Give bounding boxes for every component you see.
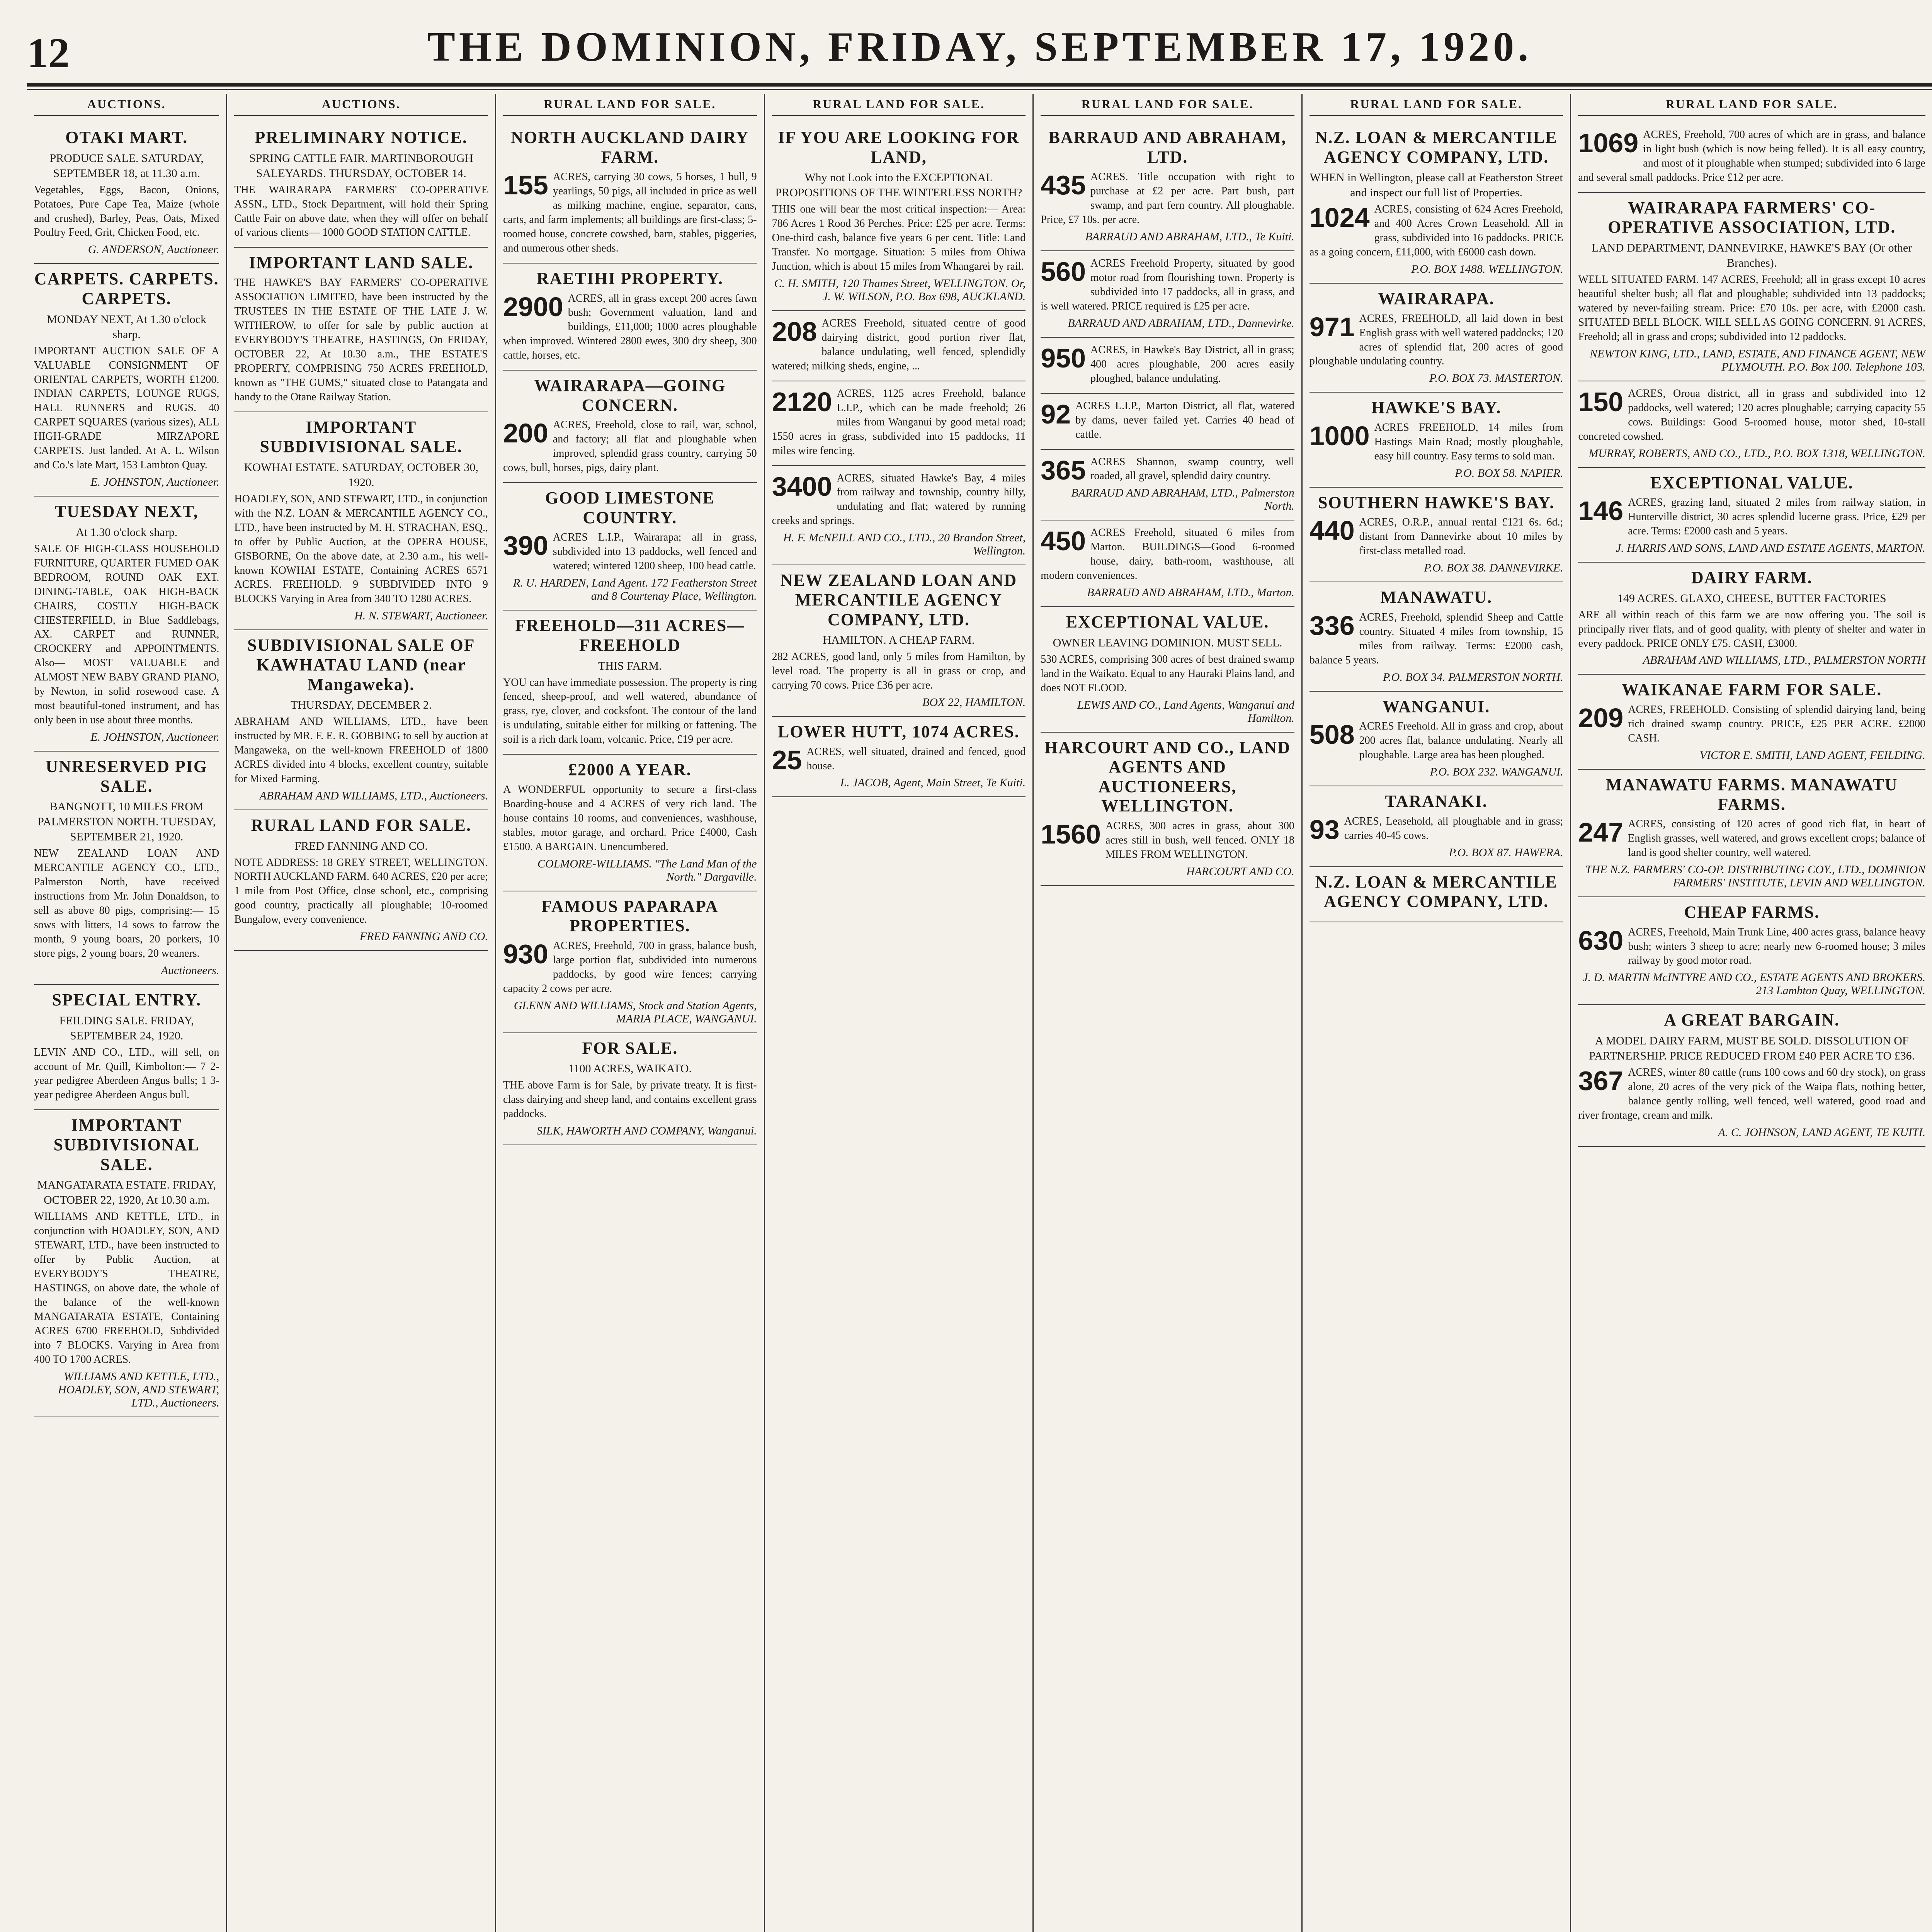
acreage-figure: 2900 [503, 291, 563, 322]
advertisement [772, 466, 1026, 566]
ad-subheading: BANGNOTT, 10 MILES FROM PALMERSTON NORTH. TUESDAY, SEPTEMBER 21, 1920. [37, 800, 216, 844]
ad-heading: WAIRARAPA—GOING CONCERN. [534, 376, 726, 415]
ad-heading: PRELIMINARY NOTICE. [255, 128, 468, 147]
ad-heading: EXCEPTIONAL VALUE. [1650, 473, 1854, 492]
acreage-figure: 1024 [1309, 202, 1370, 233]
acreage-figure: 336 [1309, 610, 1355, 641]
ad-signature: NEWTON KING, LTD., LAND, ESTATE, AND FINANCE AGENT, NEW PLYMOUTH. P.O. Box 100. Telephone 103. [1590, 347, 1925, 373]
ad-heading: LOWER HUTT, 1074 ACRES. [777, 722, 1020, 741]
acreage-figure: 208 [772, 316, 817, 347]
advertisement [1578, 381, 1925, 468]
ad-signature: L. JACOB, Agent, Main Street, Te Kuiti. [840, 776, 1026, 789]
ad-body [1041, 170, 1294, 227]
acreage-figure: 1000 [1309, 421, 1370, 451]
advertisement [34, 122, 219, 264]
ad-text: ARE all within reach of this farm we are now offering you. The soil is principally river flats, and of good quality, with plenty of shelter and water in every paddock. PRICE ONLY £75. CASH, £3000. [1578, 609, 1925, 650]
ad-heading: BARRAUD AND ABRAHAM, LTD. [1048, 128, 1287, 167]
ad-body [1310, 611, 1563, 668]
ad-signature: P.O. BOX 38. DANNEVIRKE. [1424, 561, 1563, 575]
ad-signature: GLENN AND WILLIAMS, Stock and Station Agents, MARIA PLACE, WANGANUI. [514, 999, 757, 1025]
acreage-figure: 247 [1578, 817, 1624, 848]
advertisement [1578, 897, 1925, 1005]
ad-body [34, 183, 219, 240]
ad-subheading: OWNER LEAVING DOMINION. MUST SELL. [1053, 636, 1282, 649]
acreage-figure: 365 [1041, 455, 1086, 485]
advertisement [772, 565, 1026, 717]
ad-heading: MANAWATU FARMS. MANAWATU FARMS. [1605, 775, 1898, 814]
ad-body [1578, 128, 1925, 185]
ad-text: ACRES, O.R.P., annual rental £121 6s. 6d.; distant from Dannevirke about 10 miles by first-class metalled road. [1359, 516, 1563, 557]
acreage-figure: 93 [1309, 814, 1340, 845]
ad-subheading: MANGATARATA ESTATE. FRIDAY, OCTOBER 22, 1920, At 10.30 a.m. [37, 1179, 216, 1207]
ad-text: ACRES, 1125 acres Freehold, balance L.I.P., which can be made freehold; 26 miles from Wanganui by good metal road; 1550 acres in grass, subdivided into 15 paddocks, 11 miles wire fencing. [772, 387, 1026, 457]
ad-body [1578, 703, 1925, 746]
ad-signature: BARRAUD AND ABRAHAM, LTD., Te Kuiti. [1085, 230, 1294, 243]
acreage-figure: 1560 [1041, 819, 1101, 850]
ad-heading: FOR SALE. [582, 1038, 678, 1058]
ad-signature: BARRAUD AND ABRAHAM, LTD., Marton. [1087, 586, 1294, 599]
ad-heading: DAIRY FARM. [1691, 568, 1813, 587]
advertisement [1310, 867, 1563, 922]
ad-signature: H. N. STEWART, Auctioneer. [354, 609, 488, 622]
ad-text: SALE OF HIGH-CLASS HOUSEHOLD FURNITURE, QUARTER FUMED OAK BEDROOM, ROUND OAK EXT. DINING-TABLE, OAK HIGH-BACK CHAIRS, COSTLY HIGH-BACK CHESTERFIELD, in Blue Saddlebags, AX. CARPET and RUNNER, CROCKERY and APPOINTMENTS. Also— MOST VALUABLE and ALMOST NEW BABY GRAND PIANO, by Newton, in solid rosewood case. A most beautiful-toned instrument, and has only been in use about three months. [34, 543, 219, 726]
ad-heading: OTAKI MART. [65, 128, 188, 147]
ad-signature: COLMORE-WILLIAMS. "The Land Man of the North." Dargaville. [537, 857, 757, 883]
ad-subheading: THURSDAY, DECEMBER 2. [291, 699, 432, 712]
ad-subheading: At 1.30 o'clock sharp. [76, 526, 178, 539]
ad-body [503, 292, 757, 363]
column-container [27, 94, 1932, 1932]
ad-heading: SUBDIVISIONAL SALE OF KAWHATAU LAND (near Mangaweka). [247, 636, 475, 694]
advertisement [503, 122, 757, 264]
ad-signature: BARRAUD AND ABRAHAM, LTD., Palmerston North. [1071, 486, 1294, 513]
ad-text: ACRES, Freehold, splendid Sheep and Cattle country. Situated 4 miles from township, 15 miles from railway. Terms: £2000 cash, balance 5 years. [1309, 611, 1563, 666]
ad-subheading: PRODUCE SALE. SATURDAY, SEPTEMBER 18, at 11.30 a.m. [49, 151, 204, 180]
ad-signature: P.O. BOX 73. MASTERTON. [1429, 372, 1563, 385]
ad-subheading: SPRING CATTLE FAIR. MARTINBOROUGH SALEYARDS. THURSDAY, OCTOBER 14. [249, 151, 473, 180]
advertisement [1578, 675, 1925, 769]
ad-heading: EXCEPTIONAL VALUE. [1066, 612, 1269, 632]
ad-signature: P.O. BOX 232. WANGANUI. [1430, 765, 1563, 779]
ad-body [234, 856, 488, 927]
masthead [27, 23, 1932, 81]
acreage-figure: 450 [1041, 526, 1086, 556]
ad-body [1578, 496, 1925, 539]
ad-body [503, 676, 757, 747]
ad-body [1310, 719, 1563, 762]
advertisement [34, 1110, 219, 1417]
ad-heading: MANAWATU. [1380, 588, 1492, 607]
ad-text: THIS one will bear the most critical inspection:— Area: 786 Acres 1 Rood 36 Perches. Price: £25 per acre. Terms: One-third cash, balance five years 6 per cent. Title: Land Transfer. No mortgage. Situation: 5 miles from Ohiwa Junction, which is about 15 miles from Whangarei by rail. [772, 203, 1026, 272]
ad-subheading: 1100 ACRES, WAIKATO. [568, 1062, 692, 1075]
acreage-figure: 3400 [772, 471, 832, 502]
ad-text: 530 ACRES, comprising 300 acres of best drained swamp land in the Waikato. Equal to any Hauraki Plains land, and does NOT FLOOD. [1041, 653, 1294, 694]
ad-body [503, 783, 757, 854]
ad-signature: E. JOHNSTON, Auctioneer. [90, 731, 219, 744]
ad-text: ACRES Freehold. All in grass and crop, about 200 acres flat, balance undulating. Nearly all ploughable. Large area has been ploughed. [1359, 720, 1563, 761]
newspaper-title: THE DOMINION, FRIDAY, SEPTEMBER 17, 1920. [427, 24, 1532, 70]
ad-text: ACRES Shannon, swamp country, well roaded, all gravel, splendid dairy country. [1090, 456, 1294, 482]
ad-body [1578, 387, 1925, 444]
advertisement [1041, 733, 1294, 886]
ad-body [34, 1046, 219, 1103]
ad-text: ACRES, Freehold, 700 in grass, balance bush, large portion flat, subdivided into numerous paddocks, by good wire fences; carrying capacity 2 cows per acre. [503, 939, 757, 995]
ad-subheading: WHEN in Wellington, please call at Featherston Street and inspect our full list of Properties. [1310, 171, 1563, 199]
column-7 [1571, 94, 1932, 1932]
ad-heading: GOOD LIMESTONE COUNTRY. [545, 488, 715, 527]
ad-text: ACRES Freehold Property, situated by good motor road from flourishing town. Property is subdivided into 17 paddocks, all in grass, and is well watered. PRICE required is £25 per acre. [1041, 257, 1294, 312]
ad-subheading: MONDAY NEXT, At 1.30 o'clock sharp. [47, 313, 206, 341]
ad-body [1041, 399, 1294, 442]
ad-signature: HARCOURT AND CO. [1186, 865, 1294, 878]
ad-body [772, 316, 1026, 374]
ad-subheading: THIS FARM. [598, 659, 662, 672]
ad-body [503, 1078, 757, 1121]
ad-heading: TUESDAY NEXT, [54, 502, 199, 521]
ad-signature: ABRAHAM AND WILLIAMS, LTD., Auctioneers. [259, 789, 488, 802]
ad-text: 282 ACRES, good land, only 5 miles from Hamilton, by level road. The property is all in grass or crop, and carrying 70 cows. Price £36 per acre. [772, 651, 1026, 692]
ad-heading: HARCOURT AND CO., LAND AGENTS AND AUCTIONEERS, WELLINGTON. [1044, 738, 1291, 816]
acreage-figure: 390 [503, 531, 548, 561]
ad-heading: NORTH AUCKLAND DAIRY FARM. [511, 128, 749, 167]
advertisement [1310, 786, 1563, 867]
ad-text: ACRES. Title occupation with right to purchase at £2 per acre. Part bush, part swamp, and part fern country. All ploughable. Price, £7 10s. per acre. [1041, 171, 1294, 226]
ad-body [1310, 202, 1563, 260]
ad-heading: IMPORTANT SUBDIVISIONAL SALE. [53, 1116, 200, 1174]
advertisement [1578, 563, 1925, 675]
ad-signature: WILLIAMS AND KETTLE, LTD., HOADLEY, SON, AND STEWART, LTD., Auctioneers. [58, 1370, 219, 1409]
ad-signature: E. JOHNSTON, Auctioneer. [90, 476, 219, 489]
ad-text: ACRES L.I.P., Wairarapa; all in grass, subdivided into 13 paddocks, well fenced and watered; wintered 1200 sheep, 100 head cattle. [553, 531, 757, 572]
acreage-figure: 560 [1041, 257, 1086, 287]
ad-subheading: FRED FANNING AND CO. [294, 839, 428, 852]
ad-body [34, 847, 219, 961]
column-6 [1303, 94, 1571, 1932]
ad-signature: P.O. BOX 58. NAPIER. [1455, 466, 1563, 480]
ad-signature: P.O. BOX 1488. WELLINGTON. [1411, 263, 1563, 276]
ad-body [1578, 925, 1925, 968]
column-heading: RURAL LAND FOR SALE. [1041, 94, 1294, 116]
ad-signature: MURRAY, ROBERTS, AND CO., LTD., P.O. BOX 1318, WELLINGTON. [1588, 447, 1925, 460]
page-number: 12 [27, 29, 70, 77]
acreage-figure: 200 [503, 418, 548, 449]
advertisement [1310, 488, 1563, 582]
ad-text: ACRES, Freehold, Main Trunk Line, 400 acres grass, balance heavy bush; winters 3 sheep to acre; nearly new 6-roomed house; 3 miles railway by good motor road. [1628, 926, 1925, 967]
column-heading: RURAL LAND FOR SALE. [772, 94, 1026, 116]
advertisement [234, 630, 488, 810]
advertisement [1310, 393, 1563, 487]
acreage-figure: 25 [772, 745, 802, 775]
advertisement [234, 810, 488, 951]
ad-subheading: LAND DEPARTMENT, DANNEVIRKE, HAWKE'S BAY (Or other Branches). [1592, 242, 1912, 269]
ad-text: NEW ZEALAND LOAN AND MERCANTILE AGENCY CO., LTD., Palmerston North, have received instructions from Mr. John Donaldson, to sell as above 80 pigs, comprising:— 15 sows with litters, 14 sows to farrow the month, 9 young boars, 20 porkers, 10 store pigs, 2 young boars, 20 weaners. [34, 847, 219, 960]
ad-heading: WAIRARAPA FARMERS' CO-OPERATIVE ASSOCIATION, LTD. [1608, 198, 1896, 237]
ad-body [503, 418, 757, 475]
advertisement [1578, 122, 1925, 193]
column-heading: AUCTIONS. [234, 94, 488, 116]
ad-signature: G. ANDERSON, Auctioneer. [88, 243, 219, 256]
ad-signature: J. D. MARTIN McINTYRE AND CO., ESTATE AGENTS AND BROKERS. 213 Lambton Quay, WELLINGTON. [1583, 971, 1925, 997]
ad-text: ACRES, Freehold, close to rail, war, school, and factory; all flat and ploughable when improved, splendid grass country, carrying 50 cows, bull, horses, pigs, dairy plant. [503, 419, 757, 474]
advertisement [34, 752, 219, 985]
ad-body [1310, 421, 1563, 464]
advertisement [772, 311, 1026, 381]
ad-text: THE WAIRARAPA FARMERS' CO-OPERATIVE ASSN., LTD., Stock Department, will hold their Spring Cattle Fair on above date, when they will offer on behalf of various clients— 1000 GOOD STATION CATTLE. [234, 184, 488, 239]
ad-heading: RURAL LAND FOR SALE. [251, 815, 471, 835]
ad-body [772, 650, 1026, 693]
acreage-figure: 440 [1309, 515, 1355, 546]
acreage-figure: 92 [1041, 399, 1071, 429]
advertisement [1041, 251, 1294, 338]
advertisement [34, 497, 219, 752]
ad-body [1041, 455, 1294, 484]
masthead-rule-thin [27, 89, 1932, 90]
ad-subheading: A MODEL DAIRY FARM, MUST BE SOLD. DISSOLUTION OF PARTNERSHIP. PRICE REDUCED FROM £40 PER ACRE TO £36. [1589, 1034, 1915, 1063]
ad-subheading: Why not Look into the EXCEPTIONAL PROPOSITIONS OF THE WINTERLESS NORTH? [775, 171, 1022, 199]
ad-text: Vegetables, Eggs, Bacon, Onions, Potatoes, Pure Cape Tea, Maize (whole and crushed), Barley, Peas, Oats, Mixed Poultry Feed, Grit, Chicken Food, etc. [34, 184, 219, 239]
ad-signature: BOX 22, HAMILTON. [922, 696, 1026, 709]
advertisement [1041, 122, 1294, 251]
ad-body [772, 387, 1026, 458]
ad-heading: CHEAP FARMS. [1684, 902, 1820, 922]
ad-text: ACRES Freehold, situated 6 miles from Marton. BUILDINGS—Good 6-roomed house, dairy, bath-room, washhouse, all modern conveniences. [1041, 527, 1294, 582]
ad-body [1041, 257, 1294, 314]
ad-text: ACRES, situated Hawke's Bay, 4 miles from railway and township, country hilly, undulating and flat; watered by running creeks and springs. [772, 472, 1026, 527]
acreage-figure: 435 [1041, 170, 1086, 201]
ad-text: ACRES Freehold, situated centre of good dairying district, good portion river flat, balance undulating, well fenced, splendidly watered; milking sheds, engine, ... [772, 317, 1026, 372]
ad-signature: THE N.Z. FARMERS' CO-OP. DISTRIBUTING COY., LTD., DOMINION FARMERS' INSTITUTE, LEVIN AND WELLINGTON. [1585, 863, 1925, 889]
ad-text: WELL SITUATED FARM. 147 ACRES, Freehold; all in grass except 10 acres beautiful shelter bush; all flat and ploughable; subdivided into 13 paddocks; watered by never-failing stream. Price: £70 10s. per acre, with £2000 cash. SITUATED BELL BLOCK. WILL SELL AS GOING CONCERN. 91 ACRES, Freehold; all in grass and crops; subdivided into 12 paddocks. [1578, 274, 1925, 343]
ad-heading: N.Z. LOAN & MERCANTILE AGENCY COMPANY, LTD. [1315, 128, 1558, 167]
ad-text: HOADLEY, SON, AND STEWART, LTD., in conjunction with the N.Z. LOAN & MERCANTILE AGENCY CO., LTD., have been instructed by M. H. STRACHAN, ESQ., to offer by Public Auction, at the OPERA HOUSE, GISBORNE, On the above date, at 2.30 a.m., his well-known KOWHAI ESTATE, Containing ACRES 6571 ACRES. FREEHOLD. 9 SUBDIVIDED INTO 9 BLOCKS Varying in Area from 340 TO 1280 ACRES. [234, 493, 488, 605]
ad-text: ABRAHAM AND WILLIAMS, LTD., have been instructed by MR. F. E. R. GOBBING to sell by auction at Mangaweka, on the well-known FREEHOLD of 1800 ACRES divided into 4 blocks, excellent country, suitable for Mixed Farming. [234, 716, 488, 785]
ad-body [1041, 653, 1294, 696]
advertisement [1310, 692, 1563, 786]
ad-text: THE HAWKE'S BAY FARMERS' CO-OPERATIVE ASSOCIATION LIMITED, have been instructed by the TRUSTEES IN THE ESTATE OF THE LATE J. W. WITHEROW, to offer for sale by public auction at EVERYBODY'S THEATRE, HASTINGS, On FRIDAY, OCTOBER 22, At 10.30 a.m., THE ESTATE'S PROPERTY, COMPRISING 750 ACRES FREEHOLD, known as "THE GUMS," situated close to Patangata and handy to the Otane Railway Station. [234, 277, 488, 403]
ad-body [1578, 273, 1925, 344]
ad-text: ACRES, Oroua district, all in grass and subdivided into 12 paddocks, well watered; 120 acres ploughable; carrying capacity 55 cows. Buildings: Good 5-roomed house, motor shed, 10-stall concreted cowshed. [1578, 387, 1925, 442]
ad-body [1310, 312, 1563, 369]
column-heading: AUCTIONS. [34, 94, 219, 116]
ad-heading: UNRESERVED PIG SALE. [46, 757, 208, 796]
advertisement [234, 412, 488, 631]
column-1 [27, 94, 227, 1932]
ad-text: ACRES, in Hawke's Bay District, all in grass; 400 acres ploughable, 200 acres easily ploughed, balance undulating. [1090, 344, 1294, 384]
ad-signature: J. HARRIS AND SONS, LAND AND ESTATE AGENTS, MARTON. [1616, 542, 1925, 555]
ad-heading: IMPORTANT LAND SALE. [249, 253, 474, 272]
advertisement [1041, 607, 1294, 732]
ad-text: ACRES, well situated, drained and fenced, good house. [806, 745, 1026, 772]
advertisement [503, 611, 757, 755]
ad-body [234, 276, 488, 405]
advertisement [503, 1033, 757, 1145]
ad-body [503, 531, 757, 573]
ad-text: ACRES, carrying 30 cows, 5 horses, 1 bull, 9 yearlings, 50 pigs, all included in price as well as milking machine, engine, separator, cans, carts, and farm implements; all buildings are first-class; 5-roomed house, concrete cowshed, barn, stables, piggeries, and numerous other sheds. [503, 171, 757, 254]
ad-body [1578, 817, 1925, 860]
ad-heading: WANGANUI. [1382, 697, 1490, 716]
ad-subheading: KOWHAI ESTATE. SATURDAY, OCTOBER 30, 1920. [244, 461, 478, 489]
ad-text: ACRES, all in grass except 200 acres fawn bush; Government valuation, land and buildings, £11,000; 1000 acres ploughable when improved. Wintered 2800 ewes, 300 dry sheep, 300 cattle, horses, etc. [503, 292, 757, 362]
advertisement [1041, 450, 1294, 521]
acreage-figure: 146 [1578, 496, 1624, 526]
ad-heading: SOUTHERN HAWKE'S BAY. [1318, 493, 1555, 512]
column-heading: RURAL LAND FOR SALE. [1578, 94, 1925, 116]
ad-heading: FAMOUS PAPARAPA PROPERTIES. [541, 896, 719, 935]
acreage-figure: 950 [1041, 343, 1086, 373]
acreage-figure: 209 [1578, 703, 1624, 733]
ad-text: IMPORTANT AUCTION SALE OF A VALUABLE CONSIGNMENT OF ORIENTAL CARPETS, WORTH £1200. INDIAN CARPETS, LOUNGE RUGS, HALL RUNNERS and RUGS. 40 CARPET SQUARES (various sizes), ALL HIGH-GRADE MIRZAPORE CARPETS. Just landed. At A. L. Wilson and Co.'s late Mart, 153 Lambton Quay. [34, 345, 219, 471]
column-2 [227, 94, 496, 1932]
ad-body [503, 939, 757, 996]
column-4 [765, 94, 1034, 1932]
ad-text: ACRES, winter 80 cattle (runs 100 cows and 60 dry stock), on grass alone, 20 acres of the very pick of the Waipa flats, nothing better, balance gently rolling, well fenced, well watered, good road and river frontage, cream and milk. [1578, 1066, 1925, 1121]
ad-signature: P.O. BOX 87. HAWERA. [1449, 846, 1563, 859]
ad-body [1041, 526, 1294, 583]
ad-heading: N.Z. LOAN & MERCANTILE AGENCY COMPANY, LTD. [1315, 872, 1558, 911]
column-heading: RURAL LAND FOR SALE. [1310, 94, 1563, 116]
ad-subheading: HAMILTON. A CHEAP FARM. [823, 634, 975, 647]
ad-signature: A. C. JOHNSON, LAND AGENT, TE KUITI. [1718, 1126, 1925, 1139]
ad-heading: TARANAKI. [1385, 792, 1488, 811]
ad-subheading: 149 ACRES. GLAXO, CHEESE, BUTTER FACTORIES [1617, 592, 1886, 605]
ad-text: ACRES, grazing land, situated 2 miles from railway station, in Hunterville district, 30 acres splendid lucerne grass. Price, £29 per acre. Terms: £2000 cash and 5 years. [1628, 497, 1925, 537]
ad-subheading: FEILDING SALE. FRIDAY, SEPTEMBER 24, 1920. [59, 1014, 194, 1042]
advertisement [503, 371, 757, 483]
acreage-figure: 971 [1309, 311, 1355, 342]
ad-heading: HAWKE'S BAY. [1371, 398, 1502, 417]
acreage-figure: 150 [1578, 386, 1624, 417]
ad-text: ACRES, FREEHOLD, all laid down in best English grass with well watered paddocks; 120 acres of splendid flat, 200 acres of good ploughable undulating country. [1309, 312, 1563, 367]
ad-text: NOTE ADDRESS: 18 GREY STREET, WELLINGTON. NORTH AUCKLAND FARM. 640 ACRES, £20 per acre; 1 mile from Post Office, close school, etc., comprising good country, practically all ploughable; 10-roomed Bungalow, every convenience. [234, 856, 488, 926]
advertisement [34, 264, 219, 497]
ad-signature: C. H. SMITH, 120 Thames Street, WELLINGTON. Or, J. W. WILSON, P.O. Box 698, AUCKLAND. [774, 277, 1026, 303]
ad-body [34, 542, 219, 728]
acreage-figure: 155 [503, 170, 548, 201]
advertisement [234, 122, 488, 248]
advertisement [1041, 520, 1294, 607]
ad-heading: NEW ZEALAND LOAN AND MERCANTILE AGENCY COMPANY, LTD. [780, 571, 1017, 629]
column-5 [1034, 94, 1303, 1932]
ad-signature: ABRAHAM AND WILLIAMS, LTD., PALMERSTON NORTH [1643, 654, 1925, 667]
acreage-figure: 367 [1578, 1066, 1624, 1096]
advertisement [503, 755, 757, 891]
acreage-figure: 930 [503, 939, 548, 969]
advertisement [1041, 338, 1294, 394]
column-heading: RURAL LAND FOR SALE. [503, 94, 757, 116]
ad-heading: WAIKANAE FARM FOR SALE. [1621, 680, 1882, 699]
advertisement [1310, 284, 1563, 393]
ad-text: ACRES, consisting of 120 acres of good rich flat, in heart of English grasses, well watered, and grows excellent crops; balance of land is good shelter country, well watered. [1628, 818, 1925, 859]
ad-body [1578, 1066, 1925, 1123]
ad-body [1310, 515, 1563, 558]
ad-heading: A GREAT BARGAIN. [1664, 1010, 1840, 1030]
ad-body [772, 202, 1026, 274]
ad-text: ACRES FREEHOLD, 14 miles from Hastings Main Road; mostly ploughable, easy hill country. Easy terms to sold man. [1374, 422, 1563, 462]
ad-text: WILLIAMS AND KETTLE, LTD., in conjunction with HOADLEY, SON, AND STEWART, LTD., have been instructed to offer by Public Auction, at EVERYBODY'S THEATRE, HASTINGS, on above date, the whole of the balance of the well-known MANGATARATA ESTATE, Containing ACRES 6700 FREEHOLD, Subdivided into 7 BLOCKS. Varying in Area from 400 TO 1700 ACRES. [34, 1211, 219, 1366]
ad-signature: P.O. BOX 34. PALMERSTON NORTH. [1383, 670, 1563, 684]
ad-heading: FREEHOLD—311 ACRES—FREEHOLD [515, 616, 745, 655]
advertisement [503, 483, 757, 611]
advertisement [772, 122, 1026, 311]
ad-body [1578, 608, 1925, 651]
ad-signature: LEWIS AND CO., Land Agents, Wanganui and Hamilton. [1077, 698, 1294, 724]
ad-text: ACRES, FREEHOLD. Consisting of splendid dairying land, being rich drained swamp country. PRICE, £25 PER ACRE. £2000 CASH. [1628, 704, 1925, 744]
advertisement [1578, 193, 1925, 381]
ad-heading: £2000 A YEAR. [568, 760, 692, 779]
ad-signature: BARRAUD AND ABRAHAM, LTD., Dannevirke. [1068, 316, 1294, 330]
ad-signature: Auctioneers. [161, 964, 219, 977]
advertisement [1310, 582, 1563, 691]
ad-body [772, 471, 1026, 529]
acreage-figure: 2120 [772, 386, 832, 417]
ad-signature: VICTOR E. SMITH, LAND AGENT, FEILDING. [1699, 748, 1925, 762]
ad-heading: IF YOU ARE LOOKING FOR LAND, [778, 128, 1020, 167]
ad-heading: RAETIHI PROPERTY. [536, 269, 723, 288]
ad-body [772, 745, 1026, 774]
ad-body [1041, 343, 1294, 386]
ad-text: ACRES, 300 acres in grass, about 300 acres still in bush, well fenced. ONLY 18 MILES FROM WELLINGTON. [1105, 820, 1294, 861]
advertisement [503, 891, 757, 1033]
acreage-figure: 508 [1309, 719, 1355, 750]
ad-text: THE above Farm is for Sale, by private treaty. It is first-class dairying and sheep land, and contains excellent grass paddocks. [503, 1079, 757, 1120]
ad-text: ACRES, Freehold, 700 acres of which are in grass, and balance in light bush (which is now being felled). It is all easy country, and most of it ploughable when stumped; subdivided into 6 large and several small paddocks. Price £12 per acre. [1578, 129, 1925, 184]
acreage-figure: 630 [1578, 925, 1624, 956]
ad-signature: FRED FANNING AND CO. [359, 930, 488, 943]
ad-signature: H. F. McNEILL AND CO., LTD., 20 Brandon Street, Wellington. [783, 531, 1026, 558]
ad-body [234, 492, 488, 607]
advertisement [234, 248, 488, 412]
advertisement [1578, 468, 1925, 563]
advertisement [772, 717, 1026, 798]
ad-body [234, 183, 488, 240]
ad-text: ACRES L.I.P., Marton District, all flat, watered by dams, never failed yet. Carries 40 head of cattle. [1075, 400, 1294, 440]
column-3 [496, 94, 765, 1932]
ad-signature: SILK, HAWORTH AND COMPANY, Wanganui. [536, 1124, 757, 1138]
ad-heading: WAIRARAPA. [1378, 289, 1495, 308]
masthead-rule [27, 83, 1932, 87]
ad-text: YOU can have immediate possession. The property is ring fenced, sheep-proof, and well watered, abundance of grass, rye, clover, and cocksfoot. The contour of the land is undulating, suitable either for milking or fattening. The soil is a rich dark loam, volcanic. Price, £19 per acre. [503, 676, 757, 746]
ad-body [1041, 819, 1294, 862]
ad-body [234, 715, 488, 786]
advertisement [34, 985, 219, 1110]
ad-body [34, 1210, 219, 1367]
ad-text: LEVIN AND CO., LTD., will sell, on account of Mr. Quill, Kimbolton:— 7 2-year pedigree Aberdeen Angus bulls; 1 3-year pedigree Aberdeen Angus bull. [34, 1046, 219, 1101]
advertisement [503, 264, 757, 371]
advertisement [1041, 394, 1294, 450]
ad-heading: CARPETS. CARPETS. CARPETS. [34, 269, 219, 308]
ad-text: A WONDERFUL opportunity to secure a first-class Boarding-house and 4 ACRES of very rich land. The house contains 10 rooms, and conveniences, washhouse, stables, motor garage, and orchard. Price £4000, Cash £1500. A BARGAIN. Unencumbered. [503, 783, 757, 853]
ad-heading: SPECIAL ENTRY. [52, 990, 202, 1009]
advertisement [1578, 1005, 1925, 1146]
advertisement [772, 381, 1026, 466]
ad-text: ACRES, consisting of 624 Acres Freehold, and 400 Acres Crown Leasehold. All in grass, subdivided into 16 paddocks. PRICE as a going concern, £11,000, with £6000 cash down. [1309, 203, 1563, 259]
advertisement [1578, 770, 1925, 897]
advertisement [1310, 122, 1563, 284]
ad-body [34, 344, 219, 473]
ad-signature: R. U. HARDEN, Land Agent. 172 Featherston Street and 8 Courtenay Place, Wellington. [513, 577, 757, 603]
ad-text: ACRES, Leasehold, all ploughable and in grass; carries 40-45 cows. [1344, 815, 1563, 842]
acreage-figure: 1069 [1578, 128, 1639, 158]
ad-body [1310, 815, 1563, 843]
ad-body [503, 170, 757, 256]
ad-heading: IMPORTANT SUBDIVISIONAL SALE. [260, 417, 463, 456]
